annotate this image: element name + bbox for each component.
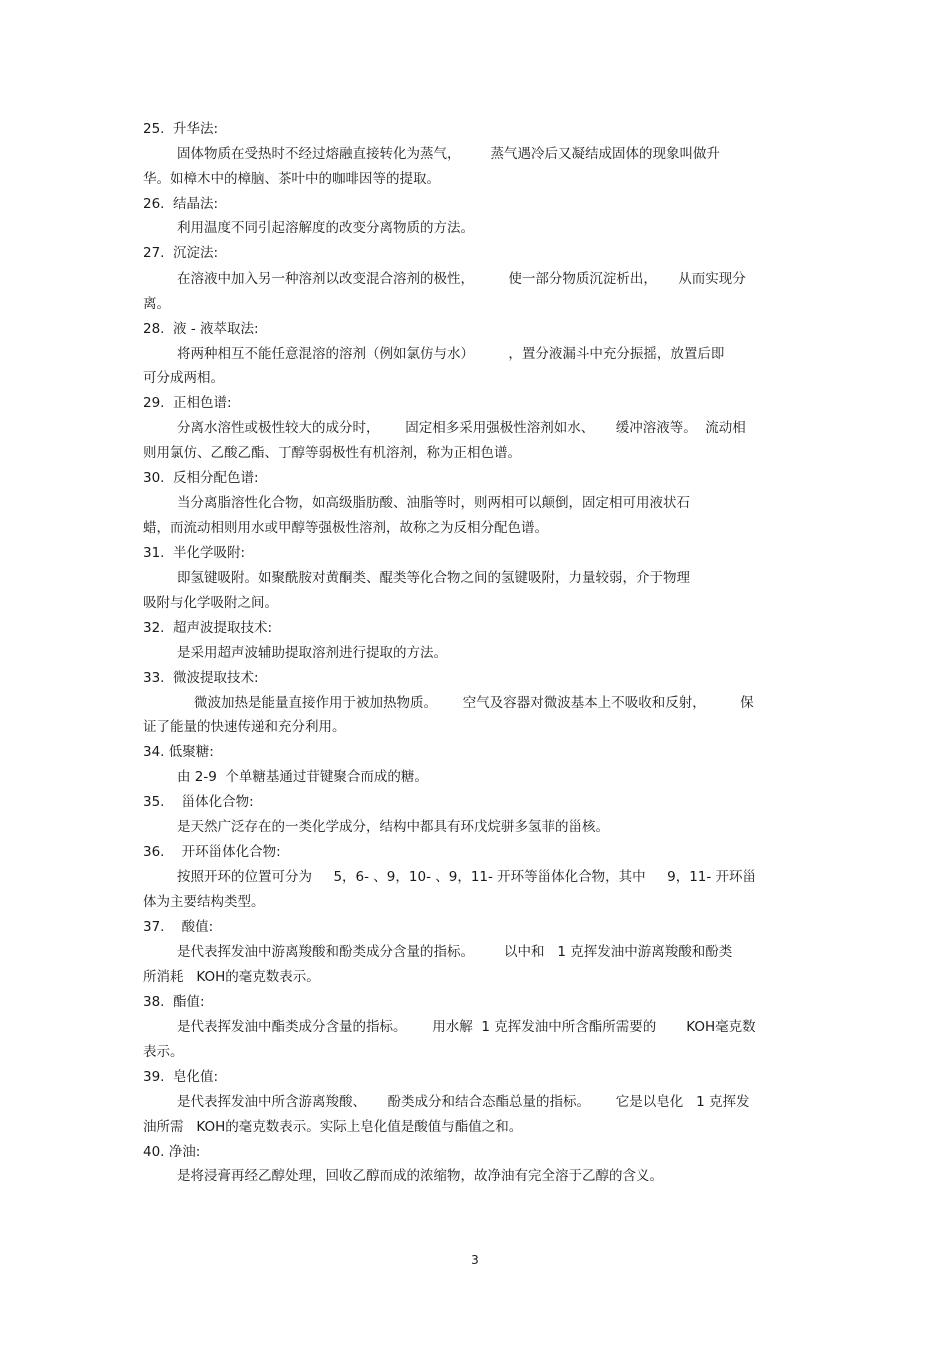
entry-37-text: 是代表挥发油中游离羧酸和酚类成分含量的指标。 以中和 1 克挥发油中游离羧酸和酚类 bbox=[177, 944, 733, 960]
entry-30-text: 当分离脂溶性化合物，如高级脂肪酸、油脂等时，则两相可以颠倒，固定相可用液状石 bbox=[177, 495, 690, 511]
entry-39-text: 油所需 KOH的毫克数表示。实际上皂化值是酸值与酯值之和。 bbox=[143, 1119, 523, 1135]
entry-25-text: 固体物质在受热时不经过熔融直接转化为蒸气， 蒸气遇冷后又凝结成固体的现象叫做升 bbox=[177, 146, 721, 162]
entry-27-text: 在溶液中加入另一种溶剂以改变混合溶剂的极性， 使一部分物质沉淀析出， 从而实现分 bbox=[177, 271, 746, 287]
entry-36-heading: 36. 开环甾体化合物: bbox=[143, 844, 281, 860]
entry-32-heading: 32. 超声波提取技术: bbox=[143, 620, 273, 636]
entry-27-text: 离。 bbox=[143, 296, 170, 312]
entry-36-text: 按照开环的位置可分为 5，6- 、9，10- 、9，11- 开环等甾体化合物，其中 9，11- 开环甾 bbox=[177, 869, 757, 885]
entry-40-heading: 40. 净油: bbox=[143, 1144, 201, 1160]
entry-32-text: 是采用超声波辅助提取溶剂进行提取的方法。 bbox=[177, 645, 447, 661]
entry-31-heading: 31. 半化学吸附: bbox=[143, 545, 246, 561]
entry-40-text: 是将浸膏再经乙醇处理，回收乙醇而成的浓缩物，故净油有完全溶于乙醇的含义。 bbox=[177, 1168, 663, 1184]
entry-34-heading: 34. 低聚糖: bbox=[143, 744, 214, 760]
entry-25-heading: 25. 升华法: bbox=[143, 121, 219, 137]
page-number: 3 bbox=[471, 1253, 479, 1267]
entry-25-text: 华。如樟木中的樟脑、茶叶中的咖啡因等的提取。 bbox=[143, 171, 440, 187]
entry-37-heading: 37. 酸值: bbox=[143, 919, 214, 935]
entry-38-text: 表示。 bbox=[143, 1044, 184, 1060]
entry-35-text: 是天然广泛存在的一类化学成分，结构中都具有环戊烷骈多氢菲的甾核。 bbox=[177, 819, 609, 835]
entry-29-heading: 29. 正相色谱: bbox=[143, 395, 232, 411]
entry-27-heading: 27. 沉淀法: bbox=[143, 245, 219, 261]
entry-28-text: 可分成两相。 bbox=[143, 370, 224, 386]
entry-29-text: 分离水溶性或极性较大的成分时， 固定相多采用强极性溶剂如水、 缓冲溶液等。 流动相 bbox=[177, 420, 746, 436]
entry-28-heading: 28. 液 - 液萃取法: bbox=[143, 321, 259, 337]
entry-36-text: 体为主要结构类型。 bbox=[143, 894, 265, 910]
entry-37-text: 所消耗 KOH的毫克数表示。 bbox=[143, 969, 320, 985]
entry-33-heading: 33. 微波提取技术: bbox=[143, 670, 259, 686]
entry-29-text: 则用氯仿、乙酸乙酯、丁醇等弱极性有机溶剂，称为正相色谱。 bbox=[143, 445, 521, 461]
entry-26-text: 利用温度不同引起溶解度的改变分离物质的方法。 bbox=[177, 220, 474, 236]
entry-33-text: 微波加热是能量直接作用于被加热物质。 空气及容器对微波基本上不吸收和反射， 保 bbox=[194, 695, 754, 711]
entry-28-text: 将两种相互不能任意混溶的溶剂（例如氯仿与水） ，置分液漏斗中充分振摇，放置后即 bbox=[177, 346, 725, 362]
entry-31-text: 即氢键吸附。如聚酰胺对黄酮类、醌类等化合物之间的氢键吸附，力量较弱，介于物理 bbox=[177, 570, 690, 586]
entry-35-heading: 35. 甾体化合物: bbox=[143, 794, 254, 810]
entry-30-text: 蜡，而流动相则用水或甲醇等强极性溶剂，故称之为反相分配色谱。 bbox=[143, 520, 548, 536]
entry-34-text: 由 2-9 个单糖基通过苷键聚合而成的糖。 bbox=[177, 769, 428, 785]
entry-26-heading: 26. 结晶法: bbox=[143, 196, 219, 212]
entry-31-text: 吸附与化学吸附之间。 bbox=[143, 595, 278, 611]
entry-38-text: 是代表挥发油中酯类成分含量的指标。 用水解 1 克挥发油中所含酯所需要的 KOH毫克数 bbox=[177, 1019, 756, 1035]
entry-39-heading: 39. 皂化值: bbox=[143, 1069, 219, 1085]
entry-39-text: 是代表挥发油中所含游离羧酸、 酚类成分和结合态酯总量的指标。 它是以皂化 1 克挥发 bbox=[177, 1094, 750, 1110]
entry-38-heading: 38. 酯值: bbox=[143, 994, 205, 1010]
entry-30-heading: 30. 反相分配色谱: bbox=[143, 470, 259, 486]
entry-33-text: 证了能量的快速传递和充分利用。 bbox=[143, 719, 346, 735]
